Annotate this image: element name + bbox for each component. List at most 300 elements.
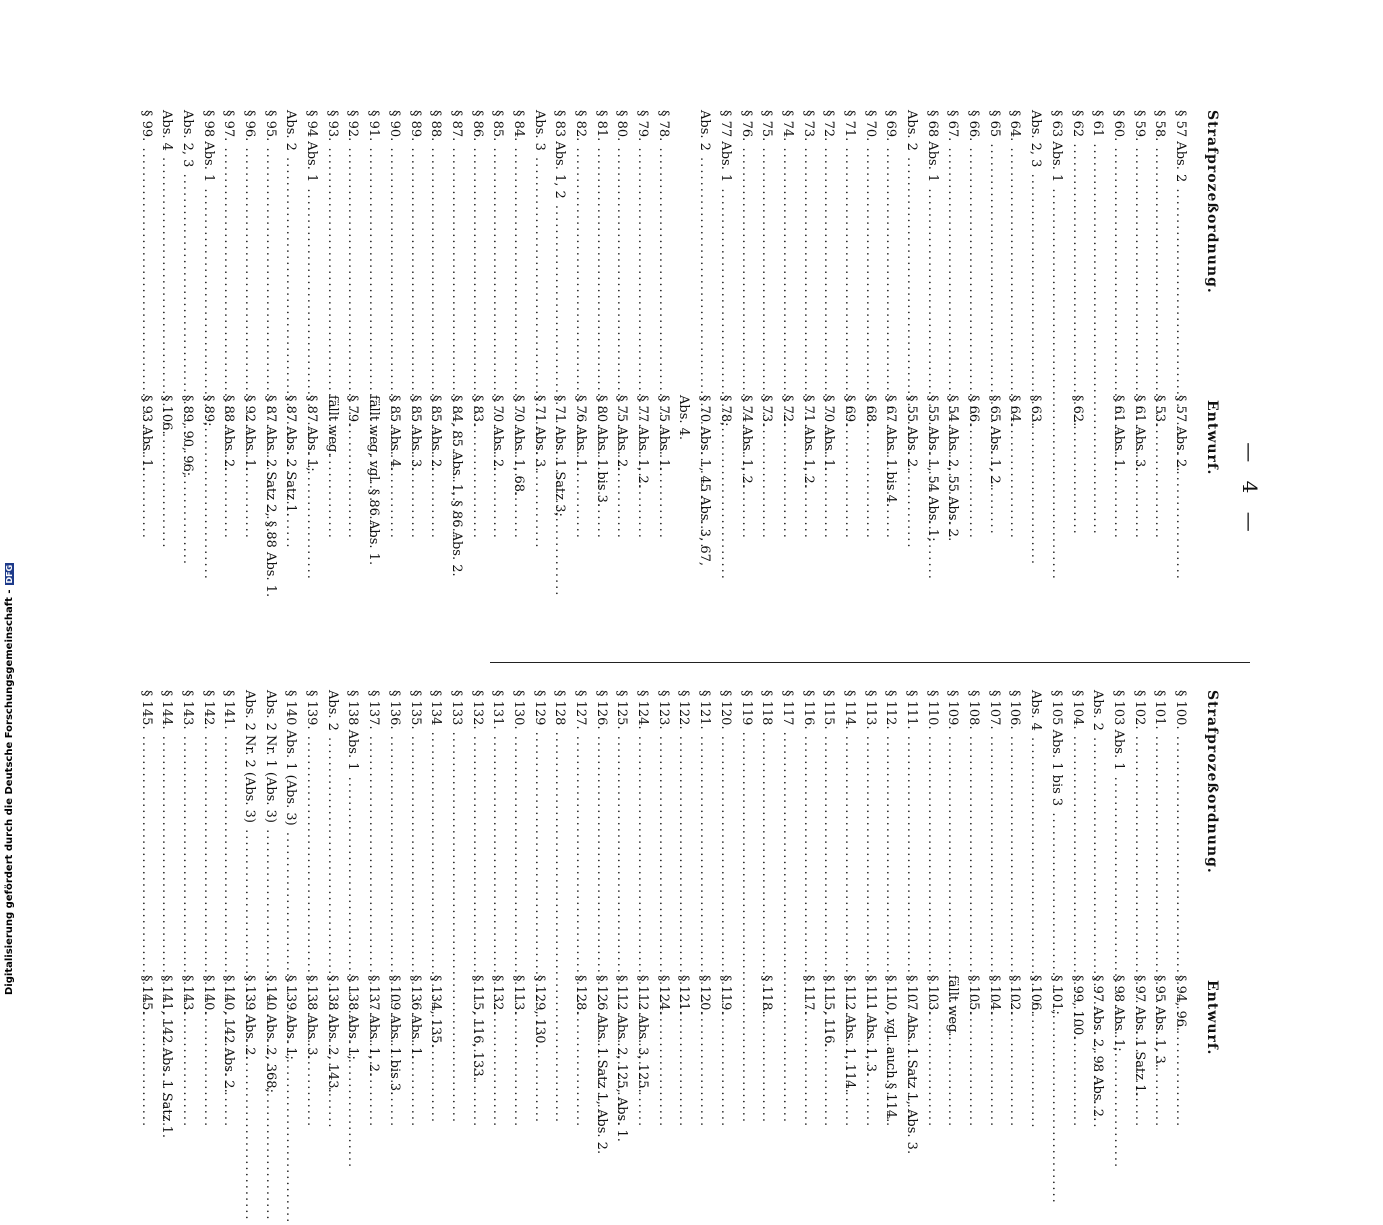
- entwurf-cell: fällt weg, vgl. § 86 Abs. 1.: [366, 395, 382, 566]
- left-column-header: [1190, 110, 1220, 645]
- entwurf-cell: § 132.: [490, 975, 506, 1015]
- table-row: [528, 690, 549, 1225]
- entwurf-cell: § 54 Abs. 2, 55 Abs. 2.: [945, 395, 961, 542]
- strafprozessordnung-cell: § 119 .....: [735, 690, 756, 965]
- table-row: [652, 690, 673, 1225]
- strafprozessordnung-cell: Abs. 2 Nr. 2 (Abs. 3) .....: [238, 690, 259, 965]
- strafprozessordnung-cell: § 133 .....: [445, 690, 466, 965]
- entwurf-cell: § 137 Abs. 1, 2.: [366, 975, 382, 1077]
- strafprozessordnung-cell: § 89. .....: [404, 110, 425, 385]
- heading-entwurf: Entwurf.: [1204, 980, 1220, 1056]
- table-row: [652, 110, 673, 645]
- table-row: [259, 110, 280, 645]
- table-row: [880, 690, 901, 1225]
- table-row: [942, 110, 963, 645]
- strafprozessordnung-cell: § 108. .....: [962, 690, 983, 965]
- strafprozessordnung-cell: § 134 .....: [425, 690, 446, 965]
- strafprozessordnung-cell: § 114. .....: [838, 690, 859, 965]
- table-row: [735, 110, 756, 645]
- entwurf-cell: § 119.: [717, 975, 733, 1015]
- table-row: [404, 110, 425, 645]
- entwurf-cell: § 121.: [676, 975, 692, 1015]
- strafprozessordnung-cell: § 71. .....: [838, 110, 859, 385]
- strafprozessordnung-cell: § 99. .....: [135, 110, 156, 385]
- strafprozessordnung-cell: § 62 .....: [1066, 110, 1087, 385]
- strafprozessordnung-cell: § 139. .....: [300, 690, 321, 965]
- entwurf-cell: § 68.: [862, 395, 878, 427]
- entwurf-cell: § 85 Abs. 2.: [428, 395, 444, 472]
- strafprozessordnung-cell: § 81. .....: [590, 110, 611, 385]
- entwurf-cell: § 112 Abs. 2, 125, Abs. 1.: [614, 975, 630, 1142]
- table-row: [466, 690, 487, 1225]
- strafprozessordnung-cell: Abs. 2, 3 .....: [176, 110, 197, 385]
- entwurf-cell: § 79.: [345, 395, 361, 427]
- strafprozessordnung-cell: § 141. .....: [218, 690, 239, 965]
- entwurf-cell: § 112 Abs. 1, 114.: [842, 975, 857, 1093]
- table-row: [1066, 110, 1087, 645]
- table-row: [1004, 690, 1025, 1225]
- table-row: [797, 690, 818, 1225]
- entwurf-cell: § 134, 135.: [428, 975, 444, 1048]
- dfg-logo: DFG: [5, 564, 14, 584]
- entwurf-cell: § 70 Abs. 1.: [821, 395, 837, 472]
- heading-strafprozessordnung: Strafprozeßordnung.: [1204, 690, 1220, 874]
- heading-strafprozessordnung: Strafprozeßordnung.: [1204, 110, 1220, 294]
- strafprozessordnung-cell: § 65 .....: [983, 110, 1004, 385]
- strafprozessordnung-cell: § 59. .....: [1128, 110, 1149, 385]
- entwurf-cell: § 140.: [200, 975, 216, 1015]
- table-row: [507, 690, 528, 1225]
- strafprozessordnung-cell: § 78. .....: [652, 110, 673, 385]
- table-row: [1169, 110, 1190, 645]
- strafprozessordnung-cell: § 102. .....: [1128, 690, 1149, 965]
- table-row: [631, 690, 652, 1225]
- strafprozessordnung-cell: § 63 Abs. 1 .....: [1045, 110, 1066, 385]
- right-column: [135, 690, 1220, 1225]
- strafprozessordnung-cell: § 101. .....: [1149, 690, 1170, 965]
- entwurf-cell: § 111 Abs. 1, 3.: [862, 975, 878, 1077]
- entwurf-cell: § 92 Abs. 1.: [242, 395, 258, 472]
- table-row: [1107, 110, 1128, 645]
- strafprozessordnung-cell: Abs. 2 .....: [321, 690, 342, 965]
- table-row: [838, 690, 859, 1225]
- table-row: [776, 690, 797, 1225]
- strafprozessordnung-cell: § 129 .....: [528, 690, 549, 965]
- table-row: [631, 110, 652, 645]
- strafprozessordnung-cell: § 140 Abs. 1 (Abs. 3) .....: [280, 690, 301, 965]
- strafprozessordnung-cell: § 98 Abs. 1 .....: [197, 110, 218, 385]
- strafprozessordnung-cell: § 88. .....: [425, 110, 446, 385]
- strafprozessordnung-cell: § 127. .....: [569, 690, 590, 965]
- strafprozessordnung-cell: § 107. .....: [983, 690, 1004, 965]
- left-column: [135, 110, 1220, 645]
- table-row: [1004, 110, 1025, 645]
- strafprozessordnung-cell: § 67. .....: [942, 110, 963, 385]
- strafprozessordnung-cell: Abs. 4 .....: [1024, 690, 1045, 965]
- entwurf-cell: § 129, 130.: [531, 975, 547, 1048]
- strafprozessordnung-cell: § 87. .....: [445, 110, 466, 385]
- table-row: [487, 690, 508, 1225]
- entwurf-cell: § 78;: [717, 395, 733, 427]
- table-row: [342, 690, 363, 1225]
- right-column-header: [1190, 690, 1220, 1225]
- table-row: [1045, 690, 1066, 1225]
- entwurf-cell: § 98 Abs. 1;: [1110, 975, 1126, 1052]
- table-row: [425, 110, 446, 645]
- entwurf-cell: § 110, vgl. auch § 114.: [883, 975, 899, 1123]
- strafprozessordnung-cell: Abs. 2 .....: [693, 110, 714, 385]
- table-row: [859, 690, 880, 1225]
- table-row: [259, 690, 280, 1225]
- table-row: [590, 110, 611, 645]
- entwurf-cell: § 72.: [779, 395, 795, 427]
- entwurf-cell: § 87 Abs. 1;: [304, 395, 320, 472]
- table-row: [714, 690, 735, 1225]
- entwurf-cell: § 101;: [1048, 975, 1064, 1015]
- strafprozessordnung-cell: § 122. .....: [673, 690, 694, 965]
- table-row: [1169, 690, 1190, 1225]
- entwurf-cell: § 73.: [759, 395, 775, 427]
- entwurf-cell: § 145.: [138, 975, 154, 1015]
- strafprozessordnung-cell: Abs. 2 .....: [280, 110, 301, 385]
- table-row: [921, 690, 942, 1225]
- entwurf-cell: § 80 Abs. 1 bis 3.: [593, 395, 609, 508]
- strafprozessordnung-cell: § 69. .....: [880, 110, 901, 385]
- strafprozessordnung-cell: § 84. .....: [507, 110, 528, 385]
- strafprozessordnung-cell: § 124. .....: [631, 690, 652, 965]
- strafprozessordnung-cell: Abs. 2, 3 .....: [1024, 110, 1045, 385]
- table-row: [1128, 110, 1149, 645]
- table-row: [673, 690, 694, 1225]
- strafprozessordnung-cell: § 112. .....: [880, 690, 901, 965]
- table-row: [859, 110, 880, 645]
- strafprozessordnung-cell: § 106. .....: [1004, 690, 1025, 965]
- strafprozessordnung-cell: § 96. .....: [238, 110, 259, 385]
- entwurf-cell: § 55 Abs. 2.: [904, 395, 920, 472]
- entwurf-cell: § 87 Abs. 2 Satz 1.: [283, 395, 299, 517]
- table-row: [694, 690, 715, 1225]
- table-row: [818, 690, 839, 1225]
- table-row: [218, 110, 239, 645]
- table-row: [135, 110, 156, 645]
- strafprozessordnung-cell: § 91. .....: [362, 110, 383, 385]
- table-row: [197, 690, 218, 1225]
- entwurf-cell: § 70 Abs. 2.: [490, 395, 506, 472]
- strafprozessordnung-cell: § 123. .....: [652, 690, 673, 965]
- table-row: [1066, 690, 1087, 1225]
- entwurf-cell: § 75 Abs. 1.: [655, 395, 671, 472]
- table-row: [962, 110, 983, 645]
- strafprozessordnung-cell: § 130. .....: [507, 690, 528, 965]
- entwurf-cell: § 65 Abs. 1, 2.: [986, 395, 1002, 488]
- table-row: [528, 110, 549, 645]
- table-row: [363, 690, 384, 1225]
- table-row: [1025, 110, 1046, 645]
- heading-entwurf: Entwurf.: [1204, 400, 1220, 476]
- strafprozessordnung-cell: § 58. .....: [1149, 110, 1170, 385]
- strafprozessordnung-cell: § 115. .....: [818, 690, 839, 965]
- table-row: [383, 690, 404, 1225]
- entwurf-cell: § 89;: [200, 395, 216, 427]
- strafprozessordnung-cell: § 121. .....: [693, 690, 714, 965]
- entwurf-cell: § 140 Abs. 2, 368;: [262, 975, 278, 1093]
- table-row: [611, 110, 632, 645]
- table-row: [756, 690, 777, 1225]
- entwurf-cell: § 115, 116.: [821, 975, 837, 1048]
- table-row: [300, 110, 321, 645]
- strafprozessordnung-cell: § 74. .....: [776, 110, 797, 385]
- page-number: — 4 —: [1238, 442, 1262, 538]
- strafprozessordnung-cell: § 76. .....: [735, 110, 756, 385]
- entwurf-cell: § 126 Abs. 1 Satz 1, Abs. 2.: [593, 975, 609, 1155]
- entwurf-cell: § 62.: [1069, 395, 1085, 427]
- table-row: [880, 110, 901, 645]
- strafprozessordnung-cell: § 135. .....: [404, 690, 425, 965]
- strafprozessordnung-cell: § 79. .....: [631, 110, 652, 385]
- column-divider: [490, 662, 1250, 663]
- entwurf-cell: § 61 Abs. 3.: [1131, 395, 1147, 472]
- table-row: [1087, 690, 1108, 1225]
- strafprozessordnung-cell: § 125. .....: [611, 690, 632, 965]
- table-row: [321, 690, 342, 1225]
- strafprozessordnung-cell: § 109. .....: [942, 690, 963, 965]
- entwurf-cell: § 83.: [469, 395, 485, 427]
- strafprozessordnung-cell: § 117 .....: [776, 690, 797, 965]
- entwurf-cell: § 66.: [966, 395, 982, 427]
- table-row: [197, 110, 218, 645]
- table-row: [549, 690, 570, 1225]
- strafprozessordnung-cell: Abs. 2 .....: [900, 110, 921, 385]
- entwurf-cell: § 124.: [655, 975, 671, 1015]
- strafprozessordnung-cell: § 97. .....: [218, 110, 239, 385]
- strafprozessordnung-cell: § 66. .....: [962, 110, 983, 385]
- entwurf-cell: fällt weg.: [945, 975, 961, 1037]
- entwurf-cell: § 85 Abs. 4.: [386, 395, 402, 472]
- left-rows: [135, 110, 1190, 645]
- table-row: [280, 110, 301, 645]
- table-row: [156, 110, 177, 645]
- entwurf-cell: § 105.: [966, 975, 982, 1015]
- table-row: [321, 110, 342, 645]
- strafprozessordnung-cell: § 126. .....: [590, 690, 611, 965]
- table-row: [176, 110, 197, 645]
- entwurf-cell: § 94, 96.: [1173, 975, 1188, 1032]
- table-row: [425, 690, 446, 1225]
- strafprozessordnung-cell: § 73. .....: [797, 110, 818, 385]
- strafprozessordnung-cell: § 103 Abs. 1 .....: [1107, 690, 1128, 965]
- table-row: [445, 110, 466, 645]
- strafprozessordnung-cell: § 116. .....: [797, 690, 818, 965]
- table-row: [942, 690, 963, 1225]
- entwurf-cell: § 106.: [1028, 975, 1044, 1015]
- entwurf-cell: § 141, 142 Abs. 1 Satz 1.: [159, 975, 175, 1138]
- strafprozessordnung-cell: § 92. .....: [342, 110, 363, 385]
- entwurf-cell: § 71 Abs. 1, 2.: [800, 395, 816, 488]
- strafprozessordnung-cell: Abs. 2 .....: [1087, 690, 1108, 965]
- table-row: [569, 110, 590, 645]
- strafprozessordnung-cell: § 136. .....: [383, 690, 404, 965]
- entwurf-cell: § 75 Abs. 2.: [614, 395, 630, 472]
- strafprozessordnung-cell: § 100. .....: [1169, 690, 1190, 965]
- strafprozessordnung-cell: § 138 Abs. 1 .....: [342, 690, 363, 965]
- table-row: [694, 110, 715, 645]
- strafprozessordnung-cell: § 110. .....: [921, 690, 942, 965]
- entwurf-cell: § 84, 85 Abs. 1, § 86 Abs. 2.: [448, 395, 464, 577]
- strafprozessordnung-cell: § 61 .....: [1087, 110, 1108, 385]
- table-row: [1149, 690, 1170, 1225]
- scan-credit-text: Digitalisierung gefördert durch die Deutsche Forschungsgemeinschaft -: [4, 589, 15, 995]
- entwurf-cell: § 139 Abs. 1;: [283, 975, 299, 1060]
- strafprozessordnung-cell: Abs. 4 .....: [156, 110, 177, 385]
- strafprozessordnung-cell: § 120. .....: [714, 690, 735, 965]
- strafprozessordnung-cell: § 144. .....: [156, 690, 177, 965]
- strafprozessordnung-cell: § 104. .....: [1066, 690, 1087, 965]
- entwurf-cell: § 103.: [924, 975, 940, 1015]
- table-row: [218, 690, 239, 1225]
- entwurf-cell: § 57 Abs. 2.: [1173, 395, 1188, 472]
- table-row: [383, 110, 404, 645]
- entwurf-cell: § 140, 142 Abs. 2.: [221, 975, 237, 1093]
- table-row: [1107, 690, 1128, 1225]
- entwurf-cell: § 77 Abs. 1, 2.: [635, 395, 651, 488]
- table-row: [1045, 110, 1066, 645]
- entwurf-cell: § 97 Abs. 2, 98 Abs. 2.: [1090, 975, 1106, 1122]
- entwurf-cell: § 118.: [759, 975, 775, 1015]
- entwurf-cell: § 112 Abs. 3, 125.: [635, 975, 651, 1093]
- right-rows: [135, 690, 1190, 1225]
- strafprozessordnung-cell: Abs. 2 Nr. 1 (Abs. 3) .....: [259, 690, 280, 965]
- entwurf-cell: § 113.: [511, 975, 526, 1015]
- entwurf-cell: § 106.: [159, 395, 175, 435]
- strafprozessordnung-cell: § 57 Abs. 2 .....: [1169, 110, 1190, 385]
- table-row: [342, 110, 363, 645]
- strafprozessordnung-cell: § 64. .....: [1004, 110, 1025, 385]
- entwurf-cell: § 99, 100.: [1069, 975, 1085, 1040]
- table-row: [921, 110, 942, 645]
- table-row: [1025, 690, 1046, 1225]
- table-row: [300, 690, 321, 1225]
- entwurf-cell: § 87 Abs. 2 Satz 2, § 88 Abs. 1.: [262, 395, 278, 598]
- entwurf-cell: § 70 Abs. 1, 68.: [511, 395, 526, 497]
- table-row: [507, 110, 528, 645]
- strafprozessordnung-cell: § 143. .....: [176, 690, 197, 965]
- entwurf-cell: § 95 Abs. 1, 3.: [1152, 975, 1168, 1068]
- table-row: [776, 110, 797, 645]
- entwurf-cell: § 120.: [697, 975, 713, 1015]
- table-row: [569, 690, 590, 1225]
- table-row: [238, 690, 259, 1225]
- table-row: [404, 690, 425, 1225]
- table-row: [445, 690, 466, 1225]
- table-row: [983, 690, 1004, 1225]
- table-row: [363, 110, 384, 645]
- strafprozessordnung-cell: § 113. .....: [859, 690, 880, 965]
- table-row: [838, 110, 859, 645]
- strafprozessordnung-cell: § 105 Abs. 1 bis 3 .....: [1045, 690, 1066, 965]
- entwurf-cell: § 115, 116, 133.: [469, 975, 485, 1081]
- table-row: [1149, 110, 1170, 645]
- entwurf-cell: § 138 Abs. 3.: [304, 975, 320, 1060]
- strafprozessordnung-cell: § 93. .....: [321, 110, 342, 385]
- entwurf-cell: § 128.: [573, 975, 589, 1015]
- table-row: [590, 690, 611, 1225]
- table-row: [1128, 690, 1149, 1225]
- entwurf-cell: § 97 Abs. 1 Satz 1.: [1131, 975, 1147, 1097]
- entwurf-cell: § 139 Abs. 2.: [242, 975, 258, 1060]
- table-row: [238, 110, 259, 645]
- table-row: [673, 110, 694, 645]
- entwurf-cell: § 67 Abs. 1 bis 4.: [883, 395, 899, 508]
- table-row: [735, 690, 756, 1225]
- entwurf-cell: Abs. 4.: [676, 395, 692, 441]
- strafprozessordnung-cell: § 128 .....: [549, 690, 570, 965]
- table-row: [983, 110, 1004, 645]
- strafprozessordnung-cell: § 82. .....: [569, 110, 590, 385]
- entwurf-cell: § 109 Abs. 1 bis 3.: [386, 975, 402, 1096]
- entwurf-cell: § 63.: [1028, 395, 1044, 427]
- strafprozessordnung-cell: § 72. .....: [818, 110, 839, 385]
- strafprozessordnung-cell: § 137. .....: [362, 690, 383, 965]
- strafprozessordnung-cell: § 142. .....: [197, 690, 218, 965]
- table-row: [156, 690, 177, 1225]
- table-row: [135, 690, 156, 1225]
- entwurf-cell: § 136 Abs. 1.: [407, 975, 423, 1060]
- entwurf-cell: § 71 Abs. 1 Satz 3;: [552, 395, 568, 517]
- entwurf-cell: § 138 Abs. 1;: [345, 975, 361, 1060]
- strafprozessordnung-cell: § 94 Abs. 1 .....: [300, 110, 321, 385]
- strafprozessordnung-cell: § 60. .....: [1107, 110, 1128, 385]
- entwurf-cell: § 53.: [1152, 395, 1168, 427]
- strafprozessordnung-cell: § 111. .....: [900, 690, 921, 965]
- entwurf-cell: § 102.: [1007, 975, 1023, 1015]
- entwurf-cell: § 74 Abs. 1, 2.: [738, 395, 754, 488]
- entwurf-cell: § 93 Abs. 1.: [138, 395, 154, 472]
- entwurf-cell: § 143.: [180, 975, 195, 1015]
- table-row: [549, 110, 570, 645]
- table-row: [900, 110, 921, 645]
- strafprozessordnung-cell: § 90. .....: [383, 110, 404, 385]
- entwurf-cell: § 89, 90, 96;: [180, 395, 195, 477]
- table-row: [900, 690, 921, 1225]
- table-row: [756, 110, 777, 645]
- strafprozessordnung-cell: § 85. .....: [487, 110, 508, 385]
- rotated-page: [135, 110, 1262, 1155]
- entwurf-cell: § 55 Abs. 1, 54 Abs. 1;: [924, 395, 940, 542]
- entwurf-cell: fällt weg.: [324, 395, 340, 457]
- scan-credit: [4, 563, 15, 995]
- table-row: [280, 690, 301, 1225]
- strafprozessordnung-cell: § 131. .....: [487, 690, 508, 965]
- entwurf-cell: § 76 Abs. 1.: [573, 395, 589, 472]
- strafprozessordnung-cell: § 86. .....: [466, 110, 487, 385]
- strafprozessordnung-cell: § 83 Abs. 1, 2 .....: [549, 110, 570, 385]
- entwurf-cell: § 138 Abs. 2, 143.: [324, 975, 340, 1093]
- table-row: [962, 690, 983, 1225]
- table-row: [714, 110, 735, 645]
- strafprozessordnung-cell: § 70. .....: [859, 110, 880, 385]
- strafprozessordnung-cell: § 145. .....: [135, 690, 156, 965]
- strafprozessordnung-cell: § 80. .....: [611, 110, 632, 385]
- strafprozessordnung-cell: § 68 Abs. 1 .....: [921, 110, 942, 385]
- table-row: [1087, 110, 1108, 645]
- table-row: [487, 110, 508, 645]
- entwurf-cell: § 104.: [986, 975, 1002, 1015]
- entwurf-cell: § 71 Abs. 3.: [531, 395, 547, 472]
- strafprozessordnung-cell: § 118 .....: [756, 690, 777, 965]
- strafprozessordnung-cell: § 132. .....: [466, 690, 487, 965]
- entwurf-cell: § 69.: [842, 395, 857, 427]
- table-row: [797, 110, 818, 645]
